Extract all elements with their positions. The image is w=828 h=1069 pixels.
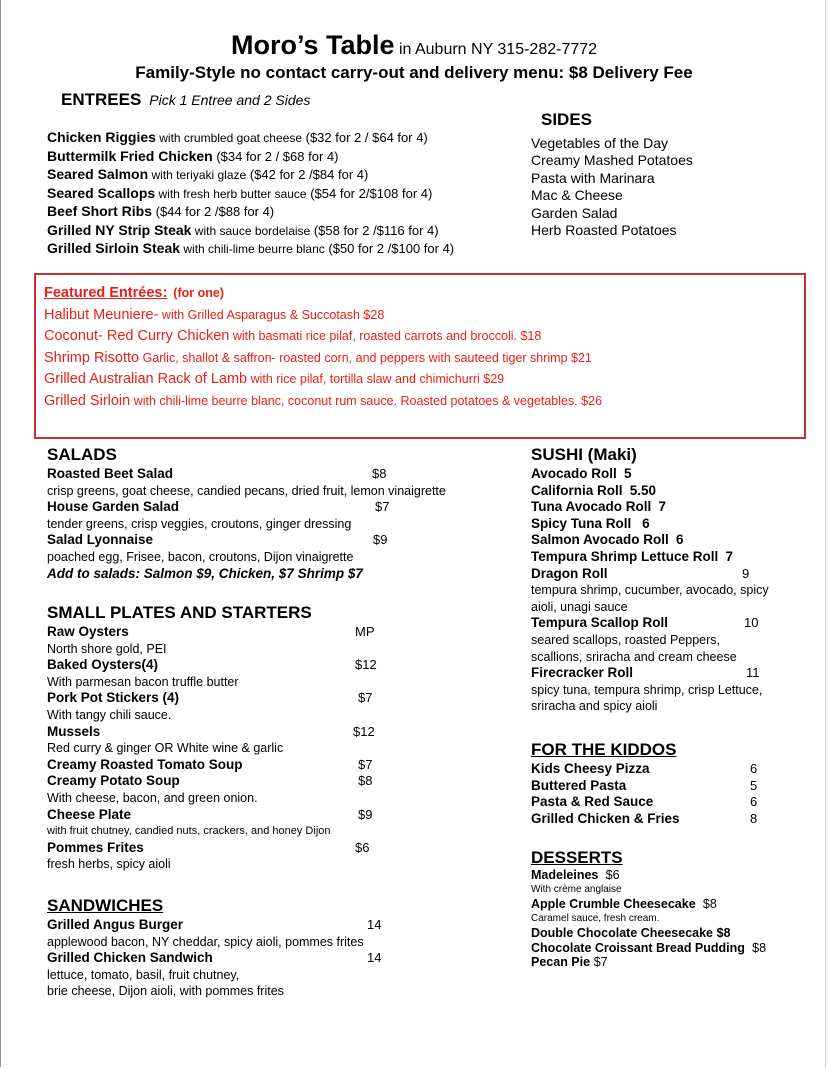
item-price: $7 <box>358 756 373 772</box>
list-item <box>47 166 454 185</box>
sushi-section <box>531 445 821 715</box>
list-item <box>47 757 507 774</box>
item-price: 9 <box>742 565 750 581</box>
list-item <box>44 305 602 327</box>
item-price: $7 <box>358 690 373 706</box>
item-name: Cheese Plate <box>47 806 132 822</box>
featured-desc: Garlic, shallot & saffron- roasted corn, and peppers with sauteed tiger shrimp $21 <box>139 350 592 365</box>
list-item <box>47 724 507 741</box>
entree-price: ($54 for 2/$108 for 4) <box>306 185 433 201</box>
list-item <box>531 665 821 682</box>
featured-name: Halibut Meuniere- <box>44 306 159 323</box>
item-price: MP <box>355 624 375 639</box>
list-item <box>531 897 826 912</box>
list-item <box>47 203 454 222</box>
entree-price: ($50 for 2 /$100 for 4) <box>324 241 455 256</box>
entree-price: ($58 for 2 /$116 for 4) <box>310 222 439 238</box>
featured-desc: with chili-lime beurre blanc, coconut rum sauce. Roasted potatoes & vegetables. $26 <box>130 393 603 408</box>
list-item <box>47 657 507 674</box>
item-price: 6 <box>750 794 758 810</box>
item-price: $8 <box>752 940 767 955</box>
entree-name: Grilled Sirloin Steak <box>47 240 181 256</box>
featured-title: Featured Entrées: <box>44 285 168 301</box>
entree-desc: with crumbled goat cheese <box>155 131 303 145</box>
item-price: $7 <box>593 955 608 969</box>
list-item: Herb Roasted Potatoes <box>531 222 677 239</box>
list-item <box>47 222 454 241</box>
sushi-heading: SUSHI (Maki) <box>531 445 637 464</box>
desserts-section <box>531 848 826 970</box>
list-item: Vegetables of the Day <box>531 135 668 151</box>
item-desc: With tangy chili sauce. <box>47 707 172 722</box>
sides-list <box>531 135 693 239</box>
item-name: Pommes Frites <box>47 839 144 855</box>
item-name: Creamy Potato Soup <box>47 773 180 789</box>
item-price: $12 <box>355 657 377 673</box>
entrees-heading <box>61 90 310 110</box>
item-name: Mussels <box>47 723 101 739</box>
item-name: Avocado Roll <box>531 466 617 481</box>
item-name: Madeleines <box>531 868 599 882</box>
item-name: Pasta & Red Sauce <box>531 794 654 810</box>
item-name: Spicy Tuna Roll <box>531 515 632 531</box>
entree-name: Chicken Riggies <box>47 129 156 145</box>
item-name: Pecan Pie <box>531 955 591 969</box>
item-price: 8 <box>750 810 758 826</box>
list-item <box>47 917 507 934</box>
entrees-note: Pick 1 Entree and 2 Sides <box>149 92 311 108</box>
featured-desc: with Grilled Asparagus & Succotash $28 <box>158 307 385 322</box>
list-item <box>531 466 821 483</box>
list-item <box>47 466 507 483</box>
salads-heading: SALADS <box>47 445 117 464</box>
featured-desc: with rice pilaf, tortilla slaw and chimichurri $29 <box>247 372 505 386</box>
item-desc: scallions, sriracha and cream cheese <box>531 649 737 664</box>
list-item <box>47 840 507 857</box>
list-item: Creamy Mashed Potatoes <box>531 152 693 169</box>
kiddos-heading: FOR THE KIDDOS <box>531 740 677 759</box>
item-name: Grilled Chicken & Fries <box>531 810 680 826</box>
item-price: $9 <box>358 806 373 822</box>
sandwiches-section <box>47 896 507 1000</box>
item-price: 10 <box>744 615 759 631</box>
entree-desc: with sauce bordelaise <box>191 223 311 238</box>
entree-name: Grilled NY Strip Steak <box>47 221 192 238</box>
item-desc: tempura shrimp, cucumber, avocado, spicy <box>531 583 769 598</box>
item-name: Double Chocolate Cheesecake <box>531 926 714 940</box>
item-name: Salad Lyonnaise <box>47 532 154 548</box>
entree-name: Beef Short Ribs <box>47 203 153 219</box>
kiddos-section <box>531 740 821 827</box>
item-desc: with fruit chutney, candied nuts, crackers, and honey Dijon <box>47 825 331 838</box>
sandwiches-heading: SANDWICHES <box>47 896 164 915</box>
list-item <box>531 615 821 632</box>
item-price: 5.50 <box>629 482 657 498</box>
item-name: Apple Crumble Cheesecake <box>531 897 696 911</box>
featured-name: Shrimp Risotto <box>44 349 140 366</box>
item-name: Pork Pot Stickers (4) <box>47 690 180 706</box>
list-item <box>531 499 821 516</box>
list-item: Garden Salad <box>531 204 618 221</box>
entree-desc: with teriyaki glaze <box>148 168 247 182</box>
item-name: Grilled Chicken Sandwich <box>47 950 213 966</box>
list-item <box>47 773 507 790</box>
list-item <box>531 955 826 970</box>
featured-heading <box>44 283 602 305</box>
item-desc: With parmesan bacon truffle butter <box>47 674 239 689</box>
item-price: 7 <box>658 499 667 515</box>
featured-name: Grilled Australian Rack of Lamb <box>44 371 248 387</box>
list-item <box>531 778 821 795</box>
item-price: $6 <box>355 839 370 855</box>
list-item <box>47 690 507 707</box>
list-item <box>44 348 602 370</box>
featured-entrees <box>44 283 602 412</box>
item-desc: Caramel sauce, fresh cream. <box>531 912 660 924</box>
entree-desc: with fresh herb butter sauce <box>155 186 307 201</box>
item-desc: fresh herbs, spicy aioli <box>47 857 171 872</box>
item-desc: seared scallops, roasted Peppers, <box>531 632 720 647</box>
list-item <box>47 950 507 967</box>
entree-price: ($44 for 2 /$88 for 4) <box>152 204 275 219</box>
entree-name: Seared Scallops <box>47 184 156 201</box>
item-desc: lettuce, tomato, basil, fruit chutney, <box>47 967 240 982</box>
item-desc: sriracha and spicy aioli <box>531 699 658 714</box>
restaurant-title <box>0 30 828 61</box>
item-price: 5 <box>750 777 758 793</box>
list-item <box>47 240 454 259</box>
entree-price: ($42 for 2 /$84 for 4) <box>246 167 369 182</box>
item-price: 6 <box>750 761 758 776</box>
list-item <box>47 499 507 516</box>
item-name: Firecracker Roll <box>531 665 634 681</box>
entrees-list <box>47 129 454 259</box>
list-item <box>531 549 821 566</box>
small-plates-heading: SMALL PLATES AND STARTERS <box>47 603 312 622</box>
entrees-title: ENTREES <box>61 90 142 109</box>
item-name: Tempura Shrimp Lettuce Roll <box>531 548 719 564</box>
item-price: 11 <box>746 665 760 681</box>
item-desc: spicy tuna, tempura shrimp, crisp Lettuce, <box>531 682 763 697</box>
item-name: House Garden Salad <box>47 499 180 515</box>
item-price: 5 <box>624 466 632 481</box>
item-desc: aioli, unagi sauce <box>531 599 628 614</box>
item-desc: Red curry & ginger OR White wine & garlic <box>47 741 284 756</box>
featured-name: Grilled Sirloin <box>44 392 131 409</box>
item-desc: tender greens, crisp veggies, croutons, ginger dressing <box>47 516 352 531</box>
list-item <box>47 624 507 641</box>
item-price: $8 <box>702 897 717 911</box>
item-name: Baked Oysters(4) <box>47 657 159 673</box>
item-desc: applewood bacon, NY cheddar, spicy aioli, pommes frites <box>47 934 364 949</box>
item-name: Raw Oysters <box>47 624 129 639</box>
desserts-heading: DESSERTS <box>531 848 623 867</box>
item-price: 14 <box>367 917 382 932</box>
list-item <box>44 391 602 413</box>
salad-addon: Add to salads: Salmon $9, Chicken, $7 Shrimp $7 <box>47 565 363 581</box>
item-name: Grilled Angus Burger <box>47 917 184 932</box>
list-item <box>531 926 826 941</box>
item-price: $9 <box>373 532 388 548</box>
item-desc: brie cheese, Dijon aioli, with pommes frites <box>47 984 284 999</box>
small-plates-section <box>47 603 507 873</box>
item-price: $8 <box>716 926 731 940</box>
list-item <box>531 566 821 583</box>
item-price: $6 <box>605 868 620 882</box>
item-name: Dragon Roll <box>531 565 608 581</box>
restaurant-location: in Auburn NY 315-282-7772 <box>398 41 598 58</box>
list-item <box>531 532 821 549</box>
list-item <box>531 868 826 883</box>
item-name: Salmon Avocado Roll <box>531 532 669 548</box>
list-item <box>47 129 454 148</box>
restaurant-name: Moro’s Table <box>230 30 395 60</box>
list-item <box>47 532 507 549</box>
salads-section <box>47 445 507 582</box>
entree-name: Buttermilk Fried Chicken <box>47 147 213 164</box>
item-desc: With cheese, bacon, and green onion. <box>47 790 258 805</box>
item-name: California Roll <box>531 482 623 498</box>
item-price: $12 <box>353 723 375 739</box>
item-name: Buttered Pasta <box>531 777 627 793</box>
entree-price: ($32 for 2 / $64 for 4) <box>302 130 428 145</box>
item-name: Chocolate Croissant Bread Pudding <box>531 940 745 955</box>
list-item <box>47 148 454 167</box>
entree-desc: with chili-lime beurre blanc <box>180 242 325 256</box>
list-item: Mac & Cheese <box>531 187 623 204</box>
item-price: 7 <box>725 548 734 564</box>
sides-heading: SIDES <box>541 110 593 129</box>
menu-subtitle: Family-Style no contact carry-out and delivery menu: $8 Delivery Fee <box>135 63 693 82</box>
item-price: $8 <box>372 466 387 481</box>
item-desc: poached egg, Frisee, bacon, croutons, Dijon vinaigrette <box>47 549 354 564</box>
item-price: $7 <box>375 499 390 515</box>
list-item <box>531 483 821 500</box>
item-desc: crisp greens, goat cheese, candied pecans, dried fruit, lemon vinaigrette <box>47 483 446 498</box>
list-item <box>44 326 602 348</box>
item-price: $8 <box>358 773 373 789</box>
item-price: 6 <box>676 532 684 548</box>
list-item <box>531 811 821 828</box>
item-desc: North shore gold, PEI <box>47 641 167 656</box>
entree-price: ($34 for 2 / $68 for 4) <box>212 148 339 164</box>
item-price: 14 <box>367 950 382 966</box>
featured-note: (for one) <box>173 286 224 300</box>
item-name: Tuna Avocado Roll <box>531 499 652 515</box>
list-item <box>44 369 602 391</box>
item-name: Tempura Scallop Roll <box>531 615 669 631</box>
item-price: 6 <box>642 515 650 531</box>
list-item <box>531 761 821 778</box>
featured-desc: with basmati rice pilaf, roasted carrots and broccoli. $18 <box>229 329 542 343</box>
entree-name: Seared Salmon <box>47 166 149 182</box>
item-desc: With crème anglaise <box>531 883 622 895</box>
list-item: Pasta with Marinara <box>531 169 655 186</box>
list-item <box>47 807 507 824</box>
list-item <box>531 794 821 811</box>
featured-name: Coconut- Red Curry Chicken <box>44 328 230 344</box>
item-name: Kids Cheesy Pizza <box>531 761 650 776</box>
item-name: Roasted Beet Salad <box>47 466 174 481</box>
list-item <box>47 185 454 204</box>
list-item <box>531 941 826 956</box>
list-item <box>531 516 821 533</box>
item-name: Creamy Roasted Tomato Soup <box>47 756 243 772</box>
